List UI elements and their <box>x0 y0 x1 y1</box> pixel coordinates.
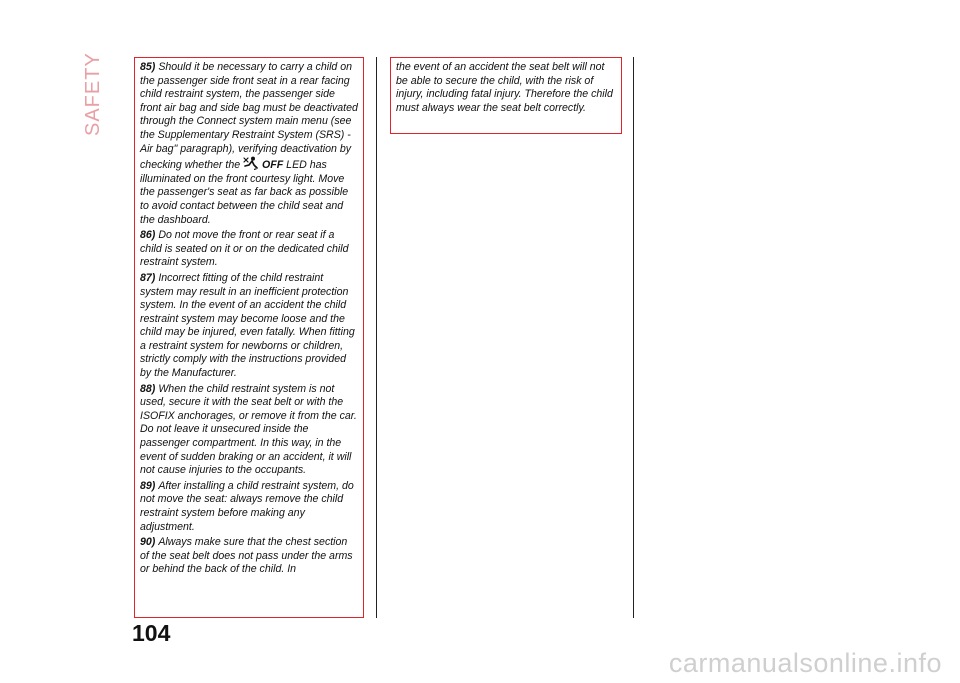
off-label: OFF <box>262 159 284 172</box>
note-text: When the child restraint system is not used, secure it with the seat belt or with the ISOFIX anchorages, or remove it from the car. Do not leave it unsecured inside the passenger compartment. In this way, in the event of sudden braking or an accident, it will not cause injuries to the occupants. <box>140 382 357 477</box>
note-number: 90) <box>140 536 156 549</box>
column-divider <box>633 57 634 618</box>
column-divider <box>376 57 377 618</box>
note-90 <box>140 536 358 577</box>
note-number: 87) <box>140 271 156 284</box>
note-number: 88) <box>140 382 156 395</box>
note-text: After installing a child restraint system, do not move the seat: always remove the child restraint system before making any adjustment. <box>140 479 354 533</box>
note-text-continued: LED has illuminated on the front courtesy light. Move the passenger's seat as far back as possible to avoid contact between the child seat and the dashboard. <box>140 159 349 226</box>
svg-text:2: 2 <box>254 166 257 171</box>
section-label-text: SAFETY <box>82 52 104 136</box>
note-text: Always make sure that the chest section of the seat belt does not pass under the arms or behind the back of the child. In <box>140 536 353 576</box>
note-text: Do not move the front or rear seat if a child is seated on it or on the dedicated child restraint system. <box>140 229 349 269</box>
note-text: Should it be necessary to carry a child on the passenger side front seat in a rear facing child restraint system, the passenger side front air bag and side bag must be deactivated through the Connect system main menu (see the Supplementary Restraint System (SRS) - Air bag" paragraph), verifying deactivation by checking whether the <box>140 61 358 172</box>
note-85 <box>140 61 358 227</box>
page-number: 104 <box>132 620 171 646</box>
note-number: 85) <box>140 61 156 73</box>
note-88 <box>140 383 358 478</box>
note-number: 89) <box>140 479 156 492</box>
section-label <box>60 52 130 140</box>
note-number: 86) <box>140 229 156 242</box>
note-86 <box>140 229 358 270</box>
watermark: carmanualsonline.info <box>668 648 942 678</box>
passenger-airbag-off-icon <box>243 156 259 170</box>
note-87 <box>140 272 358 381</box>
note-89 <box>140 480 358 534</box>
warning-box-right <box>390 57 622 134</box>
note-90-continuation: the event of an accident the seat belt will not be able to secure the child, with the risk of injury, including fatal injury. Therefore the child must always wear the seat belt correctly. <box>396 61 613 114</box>
warning-box-left <box>134 57 364 618</box>
note-text: Incorrect fitting of the child restraint system may result in an inefficient protection system. In the event of an accident the child restraint system may become loose and the child may be injured, even fatally. When fitting a restraint system for newborns or children, strictly comply with the instructions provided by the Manufacturer. <box>140 271 355 380</box>
